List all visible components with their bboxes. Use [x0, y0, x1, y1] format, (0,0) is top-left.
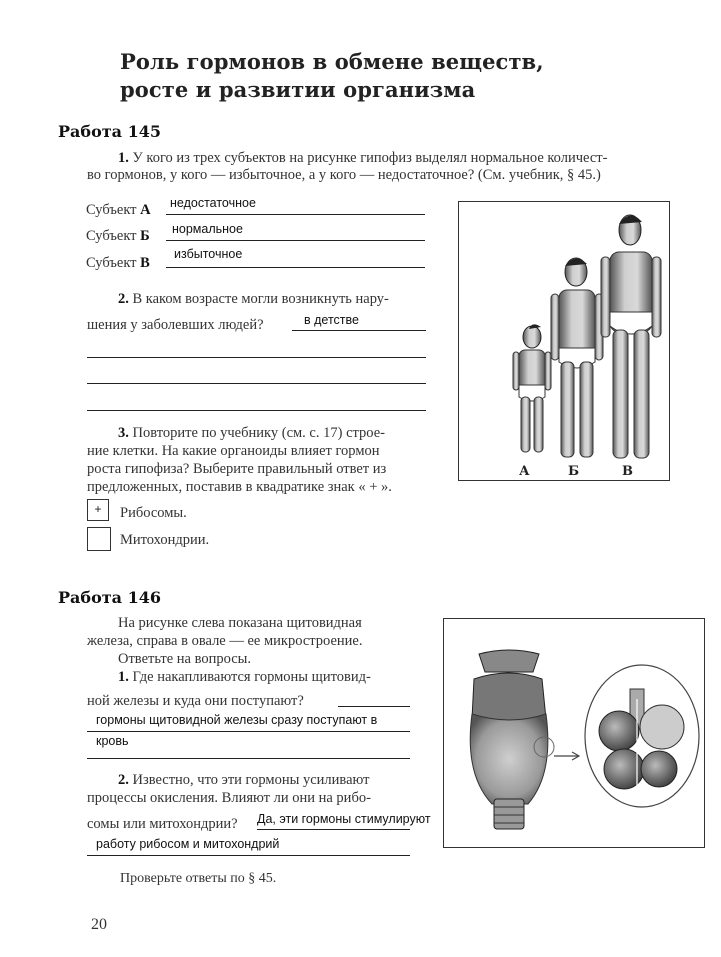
answer-line [338, 706, 410, 707]
thyroid-illustration [444, 619, 704, 847]
question-number: 1. [118, 669, 129, 685]
answer-line [292, 330, 426, 331]
subject-label: Субъект А [86, 202, 151, 218]
question-text: шения у заболевших людей? [87, 317, 264, 333]
answer-line[interactable] [87, 383, 426, 384]
page-title [120, 48, 544, 104]
answer-field-thyroid-line-2[interactable]: кровь [96, 734, 129, 748]
answer-line[interactable] [87, 357, 426, 358]
answer-field-subject-a[interactable]: недостаточное [170, 196, 256, 210]
figure-a [513, 324, 551, 452]
question-text: У кого из трех субъектов на рисунке гипофиз выделял нормальное количест- [128, 150, 608, 166]
question-number: 2. [118, 772, 129, 788]
question-number: 1. [118, 150, 129, 166]
answer-field-thyroid-line-1[interactable]: гормоны щитовидной железы сразу поступают в [96, 713, 378, 727]
check-answers-note: Проверьте ответы по § 45. [120, 871, 277, 886]
answer-field-oxidation-line-2[interactable]: работу рибосом и митохондрий [96, 837, 280, 851]
work-146-intro: На рисунке слева показана щитовидная железа, справа в овале — ее микростроение. Ответьте на вопросы. 1. Где накапливаются гормоны щитовид- [87, 615, 371, 685]
answer-line [87, 855, 410, 856]
answer-line[interactable] [87, 410, 426, 411]
page-number: 20 [91, 916, 107, 933]
answer-field-age[interactable]: в детстве [304, 313, 359, 327]
answer-line [87, 758, 410, 759]
answer-field-subject-b[interactable]: нормальное [172, 222, 243, 236]
subject-label: Субъект Б [86, 228, 150, 244]
option-label: Рибосомы. [120, 505, 187, 521]
figure-c [601, 215, 661, 458]
page-title-line-1: Роль гормонов в обмене веществ, [120, 49, 544, 74]
figure-growth-subjects [458, 201, 670, 481]
answer-line [87, 731, 410, 732]
figure-thyroid [443, 618, 705, 848]
answer-line [166, 267, 425, 268]
microstructure-oval [585, 665, 699, 807]
answer-field-oxidation-line-1[interactable]: Да, эти гормоны стимулируют [257, 812, 431, 826]
work-146-heading: Работа 146 [58, 588, 161, 607]
answer-line [166, 214, 425, 215]
work-145-question-1 [87, 150, 667, 184]
work-145-question-3: 3. Повторите по учебнику (см. с. 17) строе- ние клетки. На какие органоиды влияет гормон роста гипофиза? Выберите правильный ответ из предложенных, поставив в квадратике знак « + ». [87, 425, 392, 495]
human-figures-illustration [459, 202, 669, 480]
answer-field-subject-c[interactable]: избыточное [174, 247, 243, 261]
question-number: 3. [118, 425, 129, 441]
question-number: 2. [118, 291, 129, 307]
figure-label-c: В [622, 464, 633, 479]
thyroid-gland-drawing [470, 650, 554, 829]
question-text: сомы или митохондрии? [87, 816, 238, 832]
answer-line [257, 829, 410, 830]
page-title-line-2: росте и развитии организма [120, 77, 476, 102]
subject-label: Субъект В [86, 255, 150, 271]
figure-label-b: Б [568, 464, 580, 479]
option-label: Митохондрии. [120, 532, 210, 548]
question-text: во гормонов, у кого — избыточное, а у кого — недостаточное? (См. учебник, § 45.) [87, 167, 601, 183]
work-145-heading: Работа 145 [58, 122, 161, 141]
answer-line [166, 240, 425, 241]
question-text: ной железы и куда они поступают? [87, 693, 304, 709]
figure-label-a: А [519, 464, 530, 479]
arrow-icon [554, 752, 579, 760]
work-145-question-2: 2. В каком возрасте могли возникнуть нару- [118, 291, 389, 307]
checkbox-ribosomes[interactable]: + [87, 499, 109, 521]
checkbox-mitochondria[interactable] [87, 527, 111, 551]
work-146-question-2: 2. Известно, что эти гормоны усиливают процессы окисления. Влияют ли они на рибо- [87, 772, 371, 806]
figure-b [551, 258, 603, 457]
